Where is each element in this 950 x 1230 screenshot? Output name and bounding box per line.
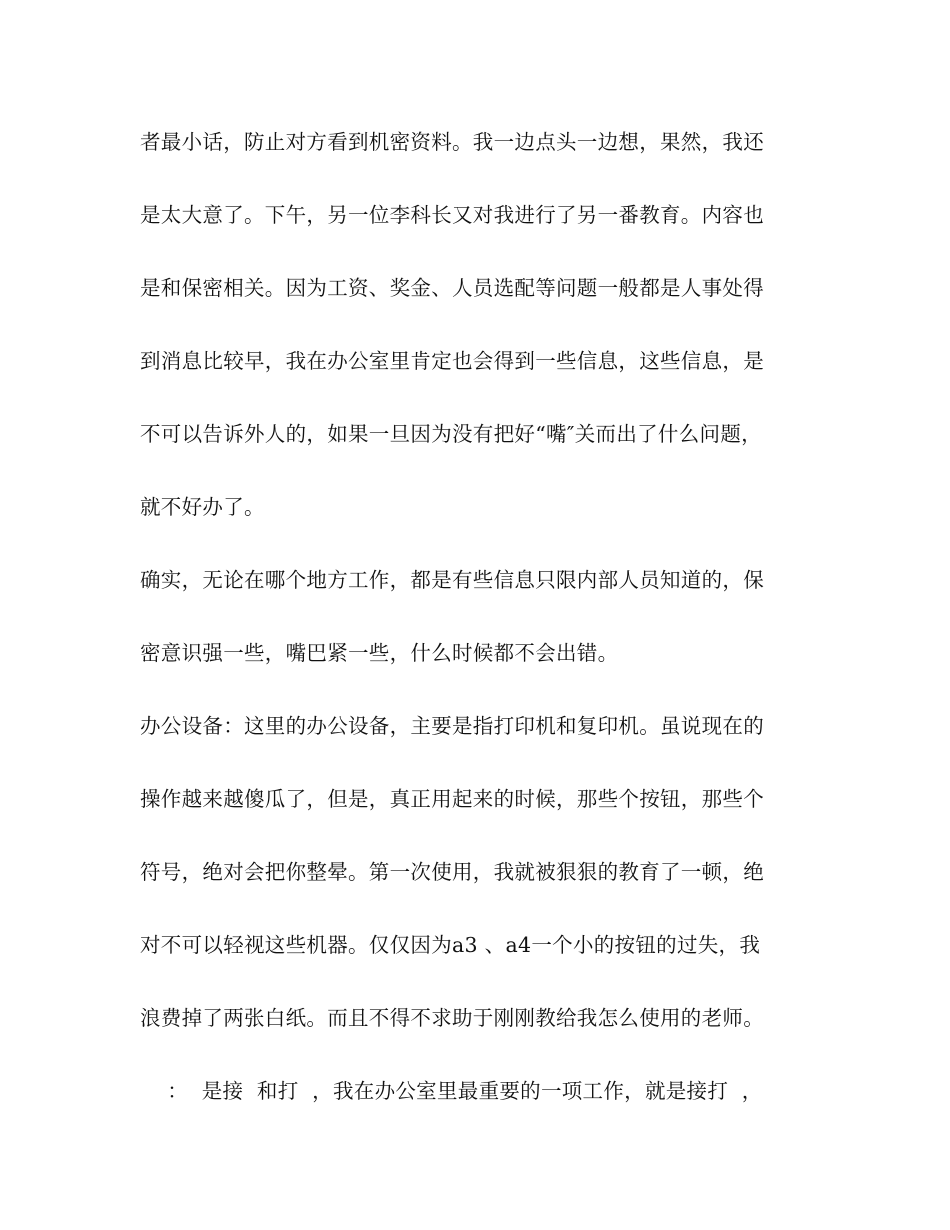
text-line: 浪费掉了两张白纸。而且不得不求助于刚刚教给我怎么使用的老师。 [140, 1006, 764, 1030]
text-line: 者最小话，防止对方看到机密资料。我一边点头一边想，果然，我还 [140, 130, 764, 154]
text-line: 到消息比较早，我在办公室里肯定也会得到一些信息，这些信息，是 [140, 349, 764, 373]
text-line: 是太大意了。下午，另一位李科长又对我进行了另一番教育。内容也 [140, 203, 764, 227]
text-line: 确实，无论在哪个地方工作，都是有些信息只限内部人员知道的，保 [140, 568, 764, 592]
text-line: 操作越来越傻瓜了，但是，真正用起来的时候，那些个按钮，那些个 [140, 787, 764, 811]
text-line: 符号，绝对会把你整晕。第一次使用，我就被狠狠的教育了一顿，绝 [140, 860, 764, 884]
text-line: 对不可以轻视这些机器。仅仅因为a3 、a4一个小的按钮的过失，我 [140, 933, 761, 957]
text-line: 不可以告诉外人的，如果一旦因为没有把好“嘴″关而出了什么问题， [140, 422, 762, 446]
text-line: 办公设备：这里的办公设备，主要是指打印机和复印机。虽说现在的 [140, 714, 764, 738]
text-line: 是和保密相关。因为工资、奖金、人员选配等问题一般都是人事处得 [140, 276, 764, 300]
text-line: 就不好办了。 [140, 495, 265, 519]
text-line: 密意识强一些，嘴巴紧一些，什么时候都不会出错。 [140, 641, 619, 665]
text-line: ： 是接 和打 ，我在办公室里最重要的一项工作，就是接打 ， [140, 1079, 763, 1103]
